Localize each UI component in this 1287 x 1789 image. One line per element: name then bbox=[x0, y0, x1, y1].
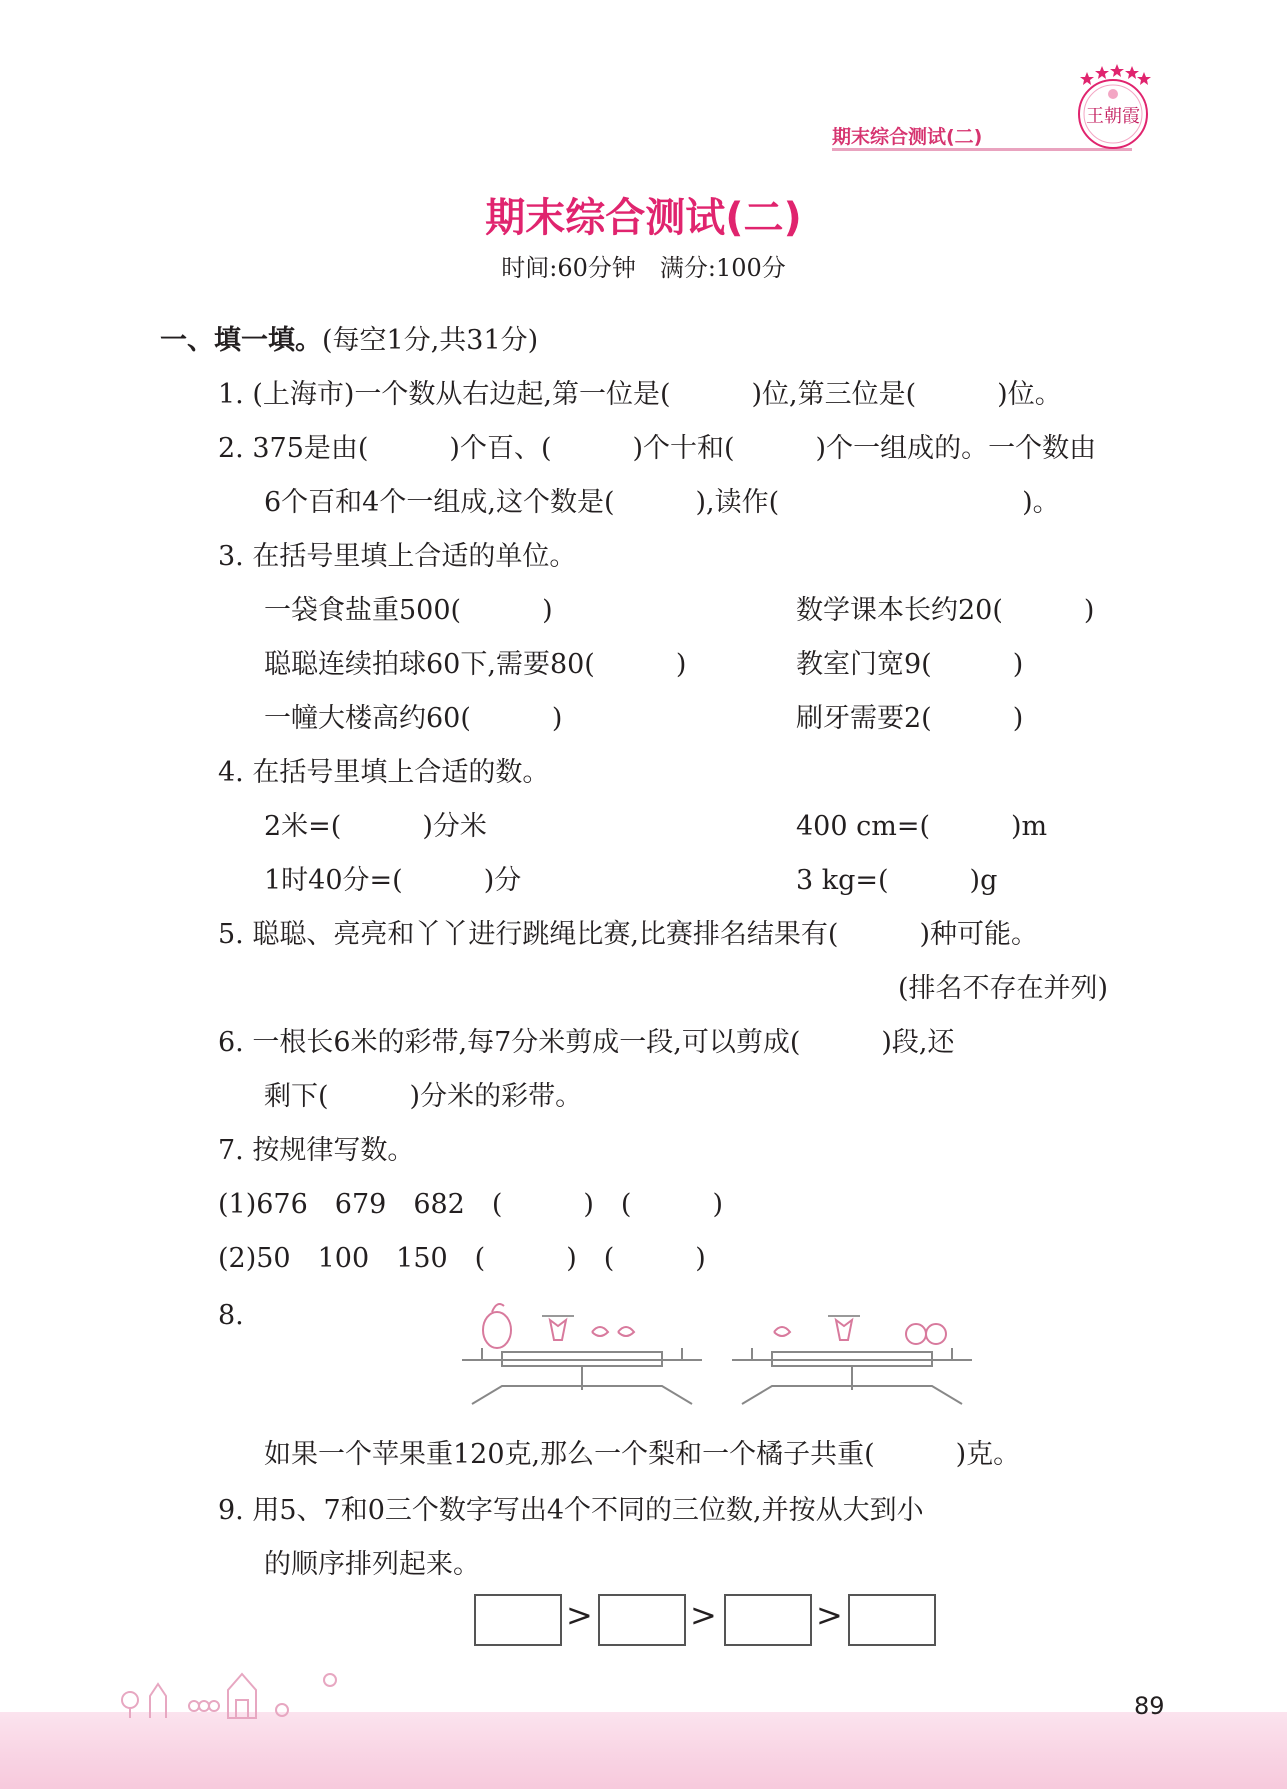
question-1: 1. (上海市)一个数从右边起,第一位是( )位,第三位是( )位。 bbox=[218, 379, 1062, 410]
q4-item-4: 3 kg=( )g bbox=[796, 865, 998, 896]
q3-item-5: 一幢大楼高约60( ) bbox=[264, 703, 563, 734]
header-label: 期末综合测试(二) bbox=[832, 126, 983, 148]
page-number: 89 bbox=[1134, 1692, 1165, 1720]
footer-decoration bbox=[118, 1660, 358, 1720]
greater-than-1: > bbox=[566, 1596, 593, 1634]
question-5-note: (排名不存在并列) bbox=[898, 973, 1109, 1004]
q3-item-1: 一袋食盐重500( ) bbox=[264, 595, 553, 626]
q4-item-1: 2米=( )分米 bbox=[264, 811, 487, 842]
q4-item-2: 400 cm=( )m bbox=[796, 811, 1048, 842]
q4-item-3: 1时40分=( )分 bbox=[264, 865, 522, 896]
question-9-line-1: 9. 用5、7和0三个数字写出4个不同的三位数,并按从大到小 bbox=[218, 1495, 924, 1526]
question-4: 4. 在括号里填上合适的数。 bbox=[218, 757, 550, 788]
q3-item-6: 刷牙需要2( ) bbox=[796, 703, 1024, 734]
section-score: (每空1分,共31分) bbox=[322, 325, 539, 356]
greater-than-2: > bbox=[690, 1596, 717, 1634]
footer-band bbox=[0, 1712, 1287, 1789]
question-5: 5. 聪聪、亮亮和丫丫进行跳绳比赛,比赛排名结果有( )种可能。 bbox=[218, 919, 1038, 950]
balance-scale-right bbox=[732, 1290, 972, 1410]
answer-box-4[interactable] bbox=[848, 1594, 936, 1646]
question-2-line-1: 2. 375是由( )个百、( )个十和( )个一组成的。一个数由 bbox=[218, 433, 1097, 464]
greater-than-3: > bbox=[816, 1596, 843, 1634]
question-8-text: 如果一个苹果重120克,那么一个梨和一个橘子共重( )克。 bbox=[264, 1439, 1021, 1470]
question-6-line-2: 剩下( )分米的彩带。 bbox=[264, 1081, 583, 1112]
answer-box-1[interactable] bbox=[474, 1594, 562, 1646]
question-6-line-1: 6. 一根长6米的彩带,每7分米剪成一段,可以剪成( )段,还 bbox=[218, 1027, 955, 1058]
question-3: 3. 在括号里填上合适的单位。 bbox=[218, 541, 577, 572]
page-title: 期末综合测试(二) bbox=[485, 195, 802, 241]
question-9-line-2: 的顺序排列起来。 bbox=[264, 1549, 480, 1580]
exam-info: 时间:60分钟 满分:100分 bbox=[501, 254, 786, 282]
q3-item-3: 聪聪连续拍球60下,需要80( ) bbox=[264, 649, 687, 680]
balance-scale-left bbox=[462, 1290, 702, 1410]
question-2-line-2: 6个百和4个一组成,这个数是( ),读作( )。 bbox=[264, 487, 1060, 518]
question-7: 7. 按规律写数。 bbox=[218, 1135, 415, 1166]
q7-sequence-2: (2)50 100 150 ( ) ( ) bbox=[218, 1243, 706, 1274]
section-heading bbox=[160, 318, 538, 357]
question-8: 8. bbox=[218, 1300, 244, 1331]
answer-box-2[interactable] bbox=[598, 1594, 686, 1646]
q7-sequence-1: (1)676 679 682 ( ) ( ) bbox=[218, 1189, 723, 1220]
section-title: 一、填一填。 bbox=[160, 325, 322, 356]
brand-logo bbox=[1070, 58, 1156, 154]
answer-box-3[interactable] bbox=[724, 1594, 812, 1646]
q3-item-2: 数学课本长约20( ) bbox=[796, 595, 1095, 626]
logo-text: 王朝霞 bbox=[1086, 106, 1140, 127]
q3-item-4: 教室门宽9( ) bbox=[796, 649, 1024, 680]
